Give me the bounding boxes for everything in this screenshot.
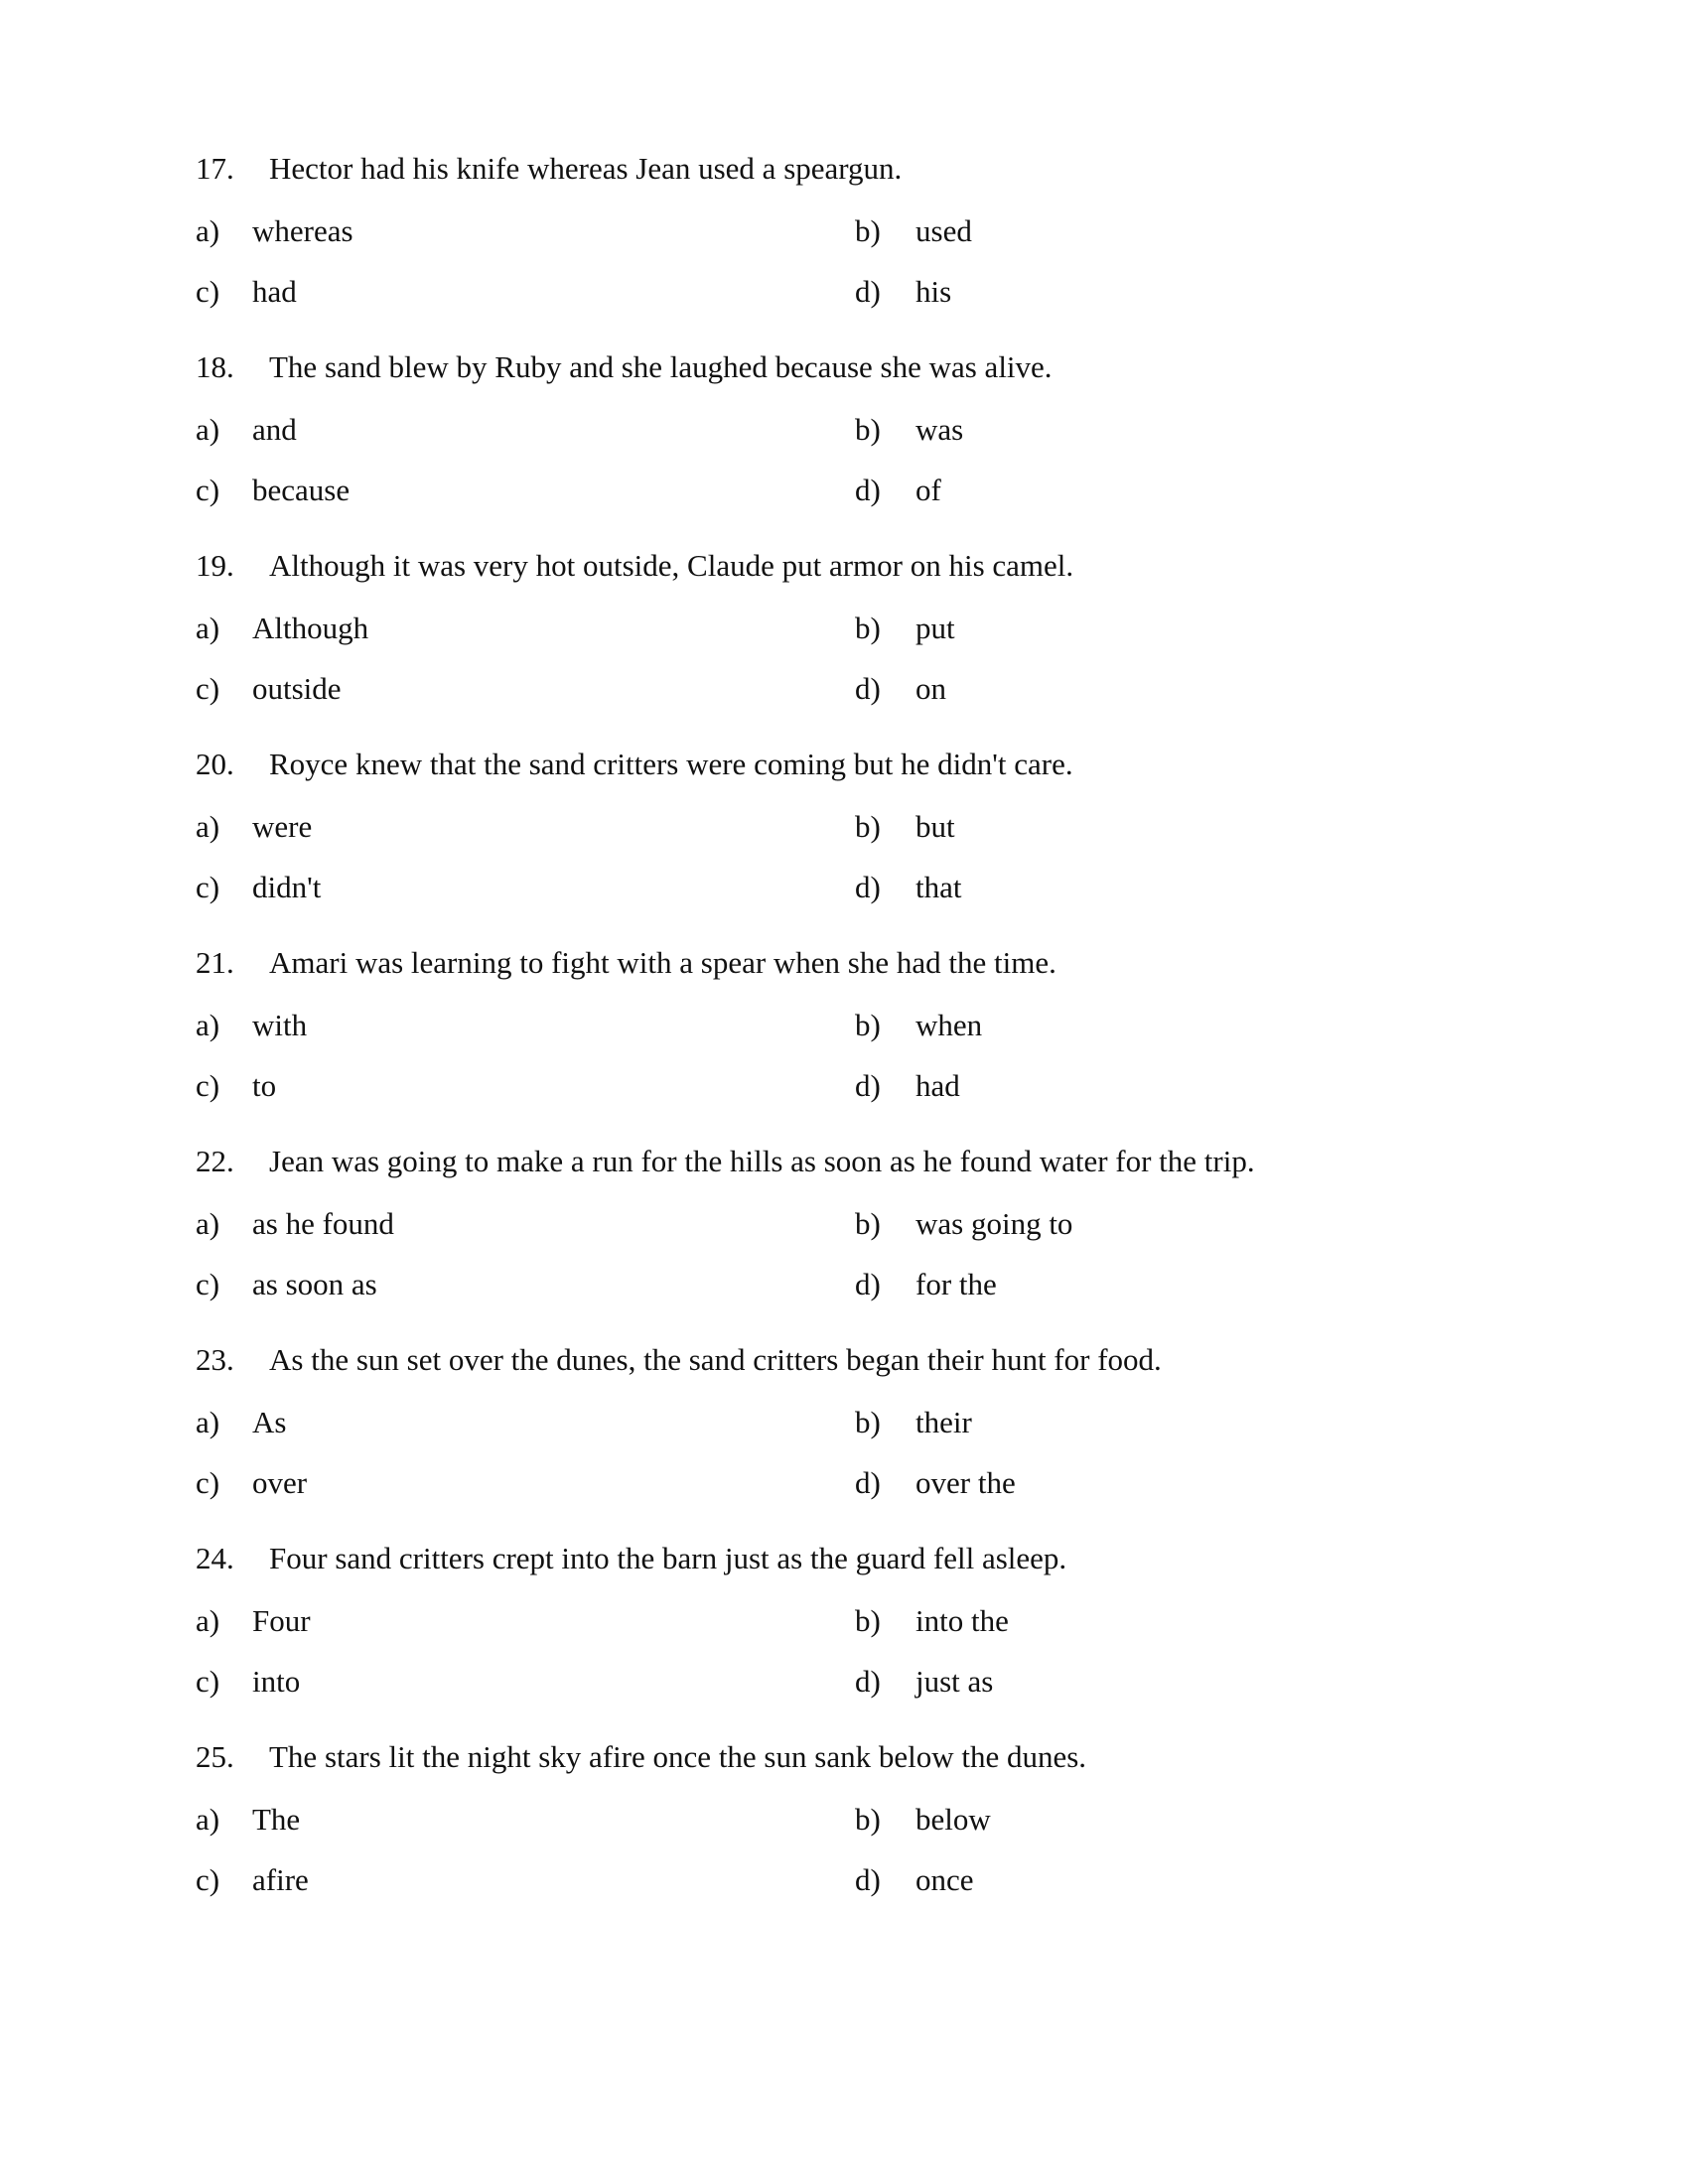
question-number: 19. — [196, 548, 234, 583]
option-text: were — [252, 809, 313, 844]
option-d[interactable] — [855, 1463, 1016, 1503]
option-letter: c) — [196, 1068, 220, 1103]
option-text: into the — [915, 1603, 1009, 1638]
option-a[interactable] — [196, 1204, 394, 1244]
question-line — [196, 1142, 1255, 1181]
option-b[interactable] — [855, 1403, 972, 1442]
option-d[interactable] — [855, 471, 941, 510]
option-d[interactable] — [855, 1860, 974, 1900]
question-number: 17. — [196, 151, 234, 186]
question-text: As the sun set over the dunes, the sand critters began their hunt for food. — [269, 1342, 1162, 1377]
question-text: Four sand critters crept into the barn just as the guard fell asleep. — [269, 1541, 1067, 1575]
question-19 — [196, 546, 1496, 745]
option-letter: a) — [196, 1206, 220, 1241]
option-text: had — [252, 274, 297, 309]
question-number: 23. — [196, 1342, 234, 1377]
option-letter: b) — [855, 412, 881, 447]
option-b[interactable] — [855, 410, 963, 450]
option-c[interactable] — [196, 1860, 309, 1900]
question-text: Although it was very hot outside, Claude put armor on his camel. — [269, 548, 1074, 583]
option-d[interactable] — [855, 1662, 993, 1702]
question-text: Royce knew that the sand critters were coming but he didn't care. — [269, 747, 1073, 781]
option-text: was — [915, 412, 964, 447]
question-line — [196, 347, 1053, 387]
option-letter: c) — [196, 473, 220, 507]
option-b[interactable] — [855, 1204, 1072, 1244]
question-18 — [196, 347, 1496, 546]
option-letter: b) — [855, 1206, 881, 1241]
option-a[interactable] — [196, 609, 368, 648]
option-letter: b) — [855, 611, 881, 645]
option-b[interactable] — [855, 1006, 982, 1045]
option-letter: d) — [855, 473, 881, 507]
question-24 — [196, 1539, 1496, 1737]
option-c[interactable] — [196, 1066, 276, 1106]
question-line — [196, 149, 902, 189]
option-text: afire — [252, 1862, 309, 1897]
option-letter: d) — [855, 870, 881, 904]
question-line — [196, 1539, 1066, 1578]
option-b[interactable] — [855, 1601, 1009, 1641]
option-letter: b) — [855, 809, 881, 844]
option-a[interactable] — [196, 1403, 286, 1442]
option-text: for the — [915, 1267, 997, 1301]
option-text: of — [915, 473, 941, 507]
question-text: The stars lit the night sky afire once the sun sank below the dunes. — [269, 1739, 1087, 1774]
option-d[interactable] — [855, 868, 962, 907]
option-text: because — [252, 473, 351, 507]
option-letter: d) — [855, 1664, 881, 1699]
option-b[interactable] — [855, 609, 955, 648]
question-text: Hector had his knife whereas Jean used a speargun. — [269, 151, 903, 186]
question-number: 18. — [196, 349, 234, 384]
option-text: as he found — [252, 1206, 394, 1241]
question-line — [196, 1340, 1162, 1380]
question-20 — [196, 745, 1496, 943]
option-c[interactable] — [196, 1662, 300, 1702]
question-text: The sand blew by Ruby and she laughed because she was alive. — [269, 349, 1053, 384]
option-a[interactable] — [196, 410, 297, 450]
option-text: his — [915, 274, 952, 309]
option-letter: c) — [196, 1465, 220, 1500]
option-letter: d) — [855, 671, 881, 706]
option-letter: b) — [855, 1603, 881, 1638]
question-text: Amari was learning to fight with a spear when she had the time. — [269, 945, 1056, 980]
option-text: once — [915, 1862, 974, 1897]
option-letter: c) — [196, 1862, 220, 1897]
option-text: with — [252, 1008, 308, 1042]
option-text: Four — [252, 1603, 311, 1638]
question-number: 22. — [196, 1144, 234, 1178]
option-letter: c) — [196, 1664, 220, 1699]
option-letter: d) — [855, 274, 881, 309]
option-c[interactable] — [196, 471, 350, 510]
question-line — [196, 1737, 1086, 1777]
option-a[interactable] — [196, 807, 312, 847]
option-letter: c) — [196, 671, 220, 706]
option-b[interactable] — [855, 807, 955, 847]
option-text: to — [252, 1068, 277, 1103]
option-text: that — [915, 870, 962, 904]
question-line — [196, 546, 1073, 586]
question-line — [196, 943, 1056, 983]
option-letter: b) — [855, 1405, 881, 1439]
option-letter: c) — [196, 1267, 220, 1301]
option-letter: d) — [855, 1862, 881, 1897]
option-text: over the — [915, 1465, 1016, 1500]
option-letter: a) — [196, 1008, 220, 1042]
option-text: over — [252, 1465, 308, 1500]
option-text: on — [915, 671, 946, 706]
option-text: Although — [252, 611, 369, 645]
option-text: was going to — [915, 1206, 1073, 1241]
option-text: outside — [252, 671, 342, 706]
option-letter: a) — [196, 1802, 220, 1837]
question-21 — [196, 943, 1496, 1142]
option-letter: b) — [855, 1802, 881, 1837]
option-c[interactable] — [196, 868, 321, 907]
option-text: their — [915, 1405, 972, 1439]
option-letter: c) — [196, 870, 220, 904]
question-line — [196, 745, 1073, 784]
option-text: but — [915, 809, 955, 844]
question-22 — [196, 1142, 1496, 1340]
option-letter: a) — [196, 1405, 220, 1439]
option-text: put — [915, 611, 955, 645]
option-letter: a) — [196, 611, 220, 645]
option-letter: b) — [855, 213, 881, 248]
option-d[interactable] — [855, 1066, 960, 1106]
option-a[interactable] — [196, 1006, 307, 1045]
option-text: As — [252, 1405, 287, 1439]
option-text: just as — [915, 1664, 994, 1699]
option-letter: a) — [196, 809, 220, 844]
option-letter: a) — [196, 412, 220, 447]
question-text: Jean was going to make a run for the hills as soon as he found water for the trip. — [269, 1144, 1255, 1178]
option-letter: d) — [855, 1068, 881, 1103]
option-text: didn't — [252, 870, 322, 904]
option-text: below — [915, 1802, 991, 1837]
option-a[interactable] — [196, 1601, 311, 1641]
option-text: had — [915, 1068, 960, 1103]
option-text: when — [915, 1008, 983, 1042]
option-a[interactable] — [196, 1800, 300, 1840]
option-c[interactable] — [196, 669, 342, 709]
question-number: 21. — [196, 945, 234, 980]
question-25 — [196, 1737, 1496, 1936]
question-number: 20. — [196, 747, 234, 781]
option-letter: a) — [196, 213, 220, 248]
option-letter: d) — [855, 1267, 881, 1301]
option-a[interactable] — [196, 211, 353, 251]
option-c[interactable] — [196, 272, 297, 312]
option-text: The — [252, 1802, 301, 1837]
question-17 — [196, 149, 1496, 347]
option-text: into — [252, 1664, 301, 1699]
option-text: used — [915, 213, 972, 248]
option-c[interactable] — [196, 1463, 307, 1503]
question-number: 25. — [196, 1739, 234, 1774]
option-text: whereas — [252, 213, 353, 248]
option-d[interactable] — [855, 272, 951, 312]
question-23 — [196, 1340, 1496, 1539]
option-letter: b) — [855, 1008, 881, 1042]
option-c[interactable] — [196, 1265, 377, 1304]
option-letter: a) — [196, 1603, 220, 1638]
option-b[interactable] — [855, 211, 972, 251]
option-d[interactable] — [855, 1265, 997, 1304]
option-text: and — [252, 412, 297, 447]
option-text: as soon as — [252, 1267, 377, 1301]
option-b[interactable] — [855, 1800, 991, 1840]
option-letter: c) — [196, 274, 220, 309]
option-d[interactable] — [855, 669, 946, 709]
question-number: 24. — [196, 1541, 234, 1575]
option-letter: d) — [855, 1465, 881, 1500]
